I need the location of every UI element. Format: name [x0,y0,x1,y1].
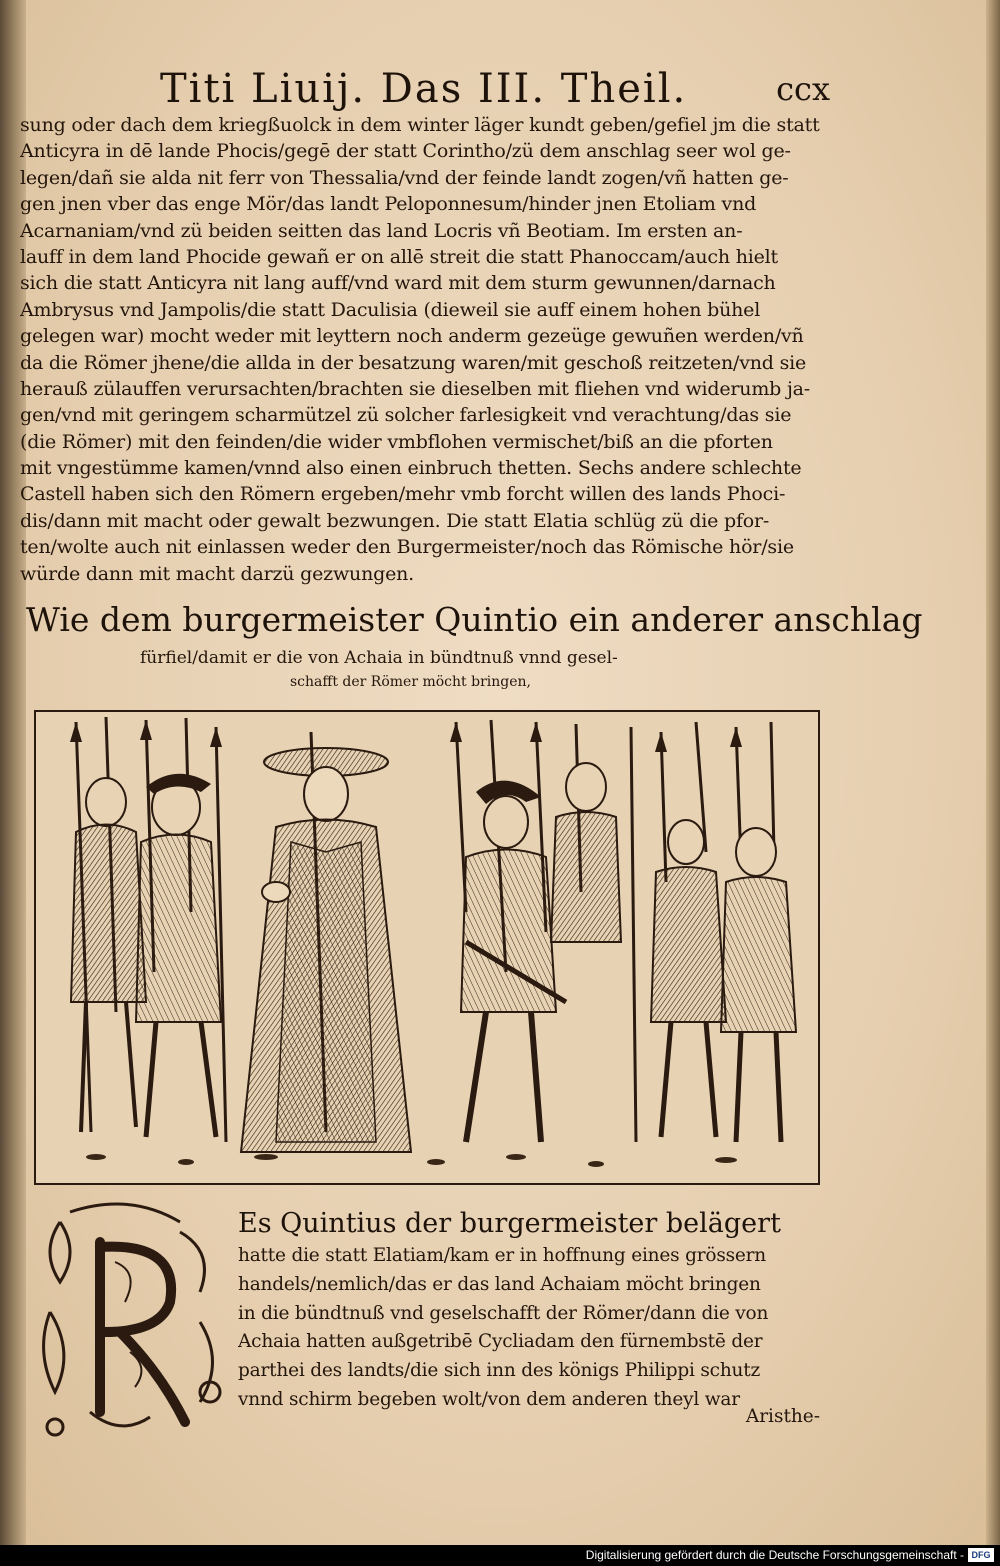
page-edge [986,0,1000,1545]
woodcut-illustration [34,710,820,1185]
body-line: lauff in dem land Phocide gewañ er on allē streit die statt Phanoccam/auch hielt [20,245,778,268]
section-heading-sub: schafft der Römer möcht bringen, [290,674,531,690]
decorated-initial [30,1192,230,1452]
ornamental-initial-r-icon [30,1192,230,1452]
section-line: hatte die statt Elatiam/kam er in hoffnung eines grössern [238,1245,767,1266]
section-line: handels/nemlich/das er das land Achaiam möcht bringen [238,1273,761,1295]
body-line: gen/vnd mit geringem scharmützel zü solcher farlesigkeit vnd verachtung/das sie [20,404,792,427]
body-line: dis/dann mit macht oder gewalt bezwungen. Die statt Elatia schlüg zü die pfor- [20,509,770,532]
body-line: da die Römer jhene/die allda in der besatzung waren/mit geschoß reitzeten/vnd sie [20,351,807,374]
section-text-block [238,1206,824,1415]
dfg-logo: DFG [968,1548,994,1562]
running-head-title: Titi Liuij. Das III. Theil. [160,66,688,112]
section-line: vnnd schirm begeben wolt/von dem anderen theyl war [238,1388,740,1410]
section-line: parthei des landts/die sich inn des königs Philippi schutz [238,1360,761,1382]
body-line: ten/wolte auch nit einlassen weder den Burgermeister/noch das Römische hör/sie [20,536,794,559]
body-line: herauß zülauffen verursachten/brachten sie dieselben mit fliehen vnd widerumb ja- [20,377,810,400]
footer-credit: Digitalisierung gefördert durch die Deutsche Forschungsgemeinschaft - [585,1548,964,1562]
body-line: (die Römer) mit den feinden/die wider vmbflohen vermischet/biß an die pforten [20,430,773,453]
woodcut-figures-icon [36,712,818,1183]
body-line: Acarnaniam/vnd zü beiden seitten das land Locris vñ Beotiam. Im ersten an- [20,219,743,242]
section-heading-sub: fürfiel/damit er die von Achaia in bündtnuß vnnd gesel- [140,648,618,668]
body-line: mit vngestümme kamen/vnnd also einen einbruch thetten. Sechs andere schlechte [20,457,802,480]
section-first-line: Es Quintius der burgermeister belägert [238,1208,781,1239]
body-line: sich die statt Anticyra nit lang auff/vnd ward mit dem sturm gewunnen/darnach [20,272,776,295]
body-line: gen jnen vber das enge Mör/das landt Peloponnesum/hinder jnen Etoliam vnd [20,193,757,216]
body-line: Castell haben sich den Römern ergeben/mehr vmb forcht willen des lands Phoci- [20,483,786,506]
body-line: legen/dañ sie alda nit ferr von Thessalia/vnd der feinde landt zogen/vñ hatten ge- [20,166,789,189]
body-line: sung oder dach dem kriegßuolck in dem winter läger kundt geben/gefiel jm die statt [20,114,820,136]
section-line: in die bündtnuß vnd geselschafft der Römer/dann die von [238,1302,769,1324]
catchword: Aristhe- [745,1406,820,1427]
body-text-block [20,112,820,587]
body-line: Ambrysus vnd Jampolis/die statt Daculisia (dieweil sie auff einem hohen bühel [20,298,761,321]
body-line: würde dann mit macht darzü gezwungen. [20,562,414,585]
folio-number: ccx [776,70,830,108]
body-line: gelegen war) mocht weder mit leyttern noch anderm gezeüge gewuñen werden/vñ [20,325,804,348]
section-line: Achaia hatten außgetribē Cycliadam den fürnembstē der [238,1331,763,1353]
body-line: Anticyra in dē lande Phocis/gegē der statt Corintho/zü dem anschlag seer wol ge- [20,140,791,163]
section-heading: Wie dem burgermeister Quintio ein anderer anschlag [26,600,923,639]
